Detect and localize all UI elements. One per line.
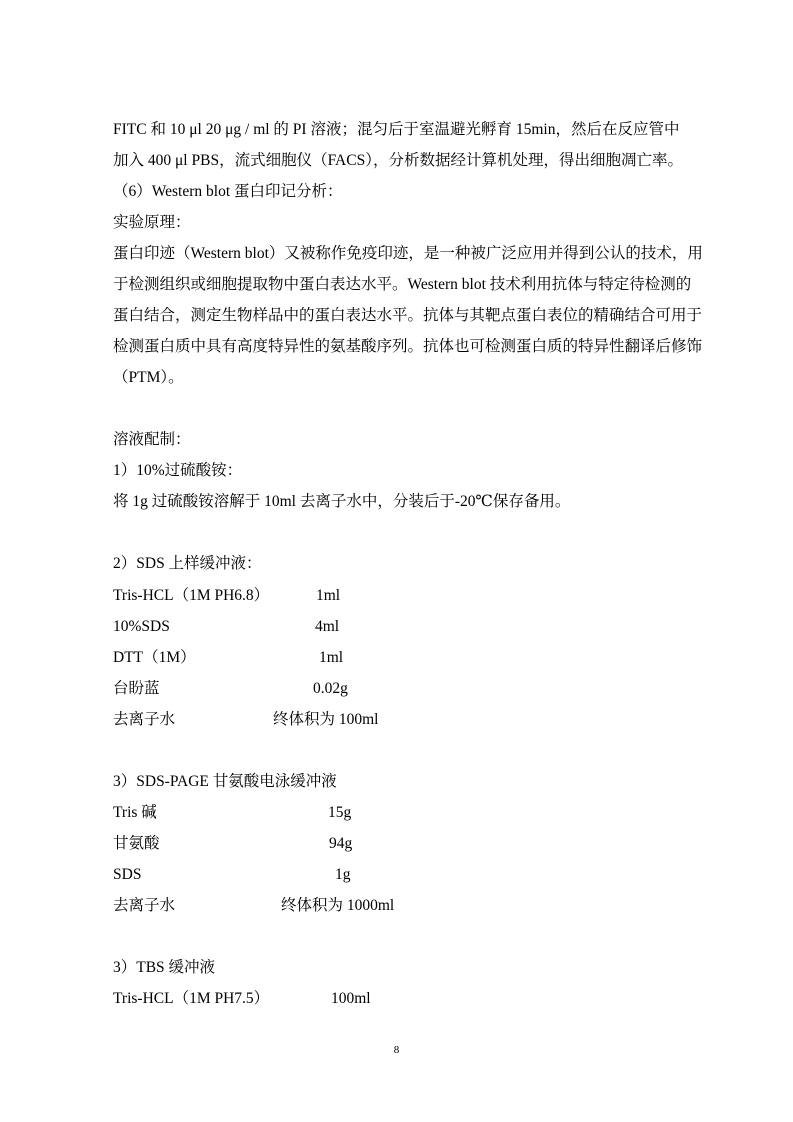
reagent-amount: 终体积为 1000ml	[281, 897, 395, 914]
reagent-name: Tris-HCL（1M PH7.5）	[113, 990, 270, 1007]
reagent-amount: 1ml	[316, 587, 341, 604]
reagent-amount: 4ml	[315, 618, 340, 635]
reagent-name: DTT（1M）	[113, 649, 196, 666]
item-title: 1）10%过硫酸铵：	[113, 462, 243, 479]
principle-line: （PTM）。	[113, 369, 184, 386]
reagent-amount: 94g	[329, 835, 353, 852]
principle-line: 蛋白印迹（Western blot）又被称作免疫印迹，是一种被广泛应用并得到公认的技术，用	[113, 245, 703, 262]
reagent-amount: 终体积为 100ml	[273, 711, 379, 728]
paragraph-line: FITC 和 10 μl 20 μg / ml 的 PI 溶液；混匀后于室温避光孵育 15min，然后在反应管中	[113, 121, 680, 138]
reagent-amount: 100ml	[331, 990, 371, 1007]
section-heading: （6）Western blot 蛋白印记分析：	[113, 183, 343, 200]
reagent-amount: 1g	[335, 866, 351, 883]
reagent-name: Tris 碱	[113, 804, 157, 821]
reagent-amount: 15g	[328, 804, 352, 821]
reagent-name: 台盼蓝	[113, 680, 160, 697]
item-title: 3）TBS 缓冲液	[113, 959, 216, 976]
reagent-name: 去离子水	[113, 897, 176, 914]
principle-label: 实验原理：	[113, 214, 191, 231]
page-number: 8	[393, 1044, 400, 1056]
reagent-amount: 1ml	[319, 649, 344, 666]
item-text: 将 1g 过硫酸铵溶解于 10ml 去离子水中，分装后于-20℃保存备用。	[113, 493, 571, 510]
reagent-name: 10%SDS	[113, 618, 170, 635]
reagent-name: 甘氨酸	[113, 835, 160, 852]
paragraph-line: 加入 400 μl PBS，流式细胞仪（FACS），分析数据经计算机处理，得出细胞凋亡率。	[113, 152, 683, 169]
reagent-name: SDS	[113, 866, 142, 883]
reagent-name: Tris-HCL（1M PH6.8）	[113, 587, 270, 604]
reagent-amount: 0.02g	[313, 680, 348, 697]
prep-label: 溶液配制：	[113, 431, 191, 448]
reagent-name: 去离子水	[113, 711, 176, 728]
item-title: 3）SDS-PAGE 甘氨酸电泳缓冲液	[113, 773, 337, 790]
principle-line: 检测蛋白质中具有高度特异性的氨基酸序列。抗体也可检测蛋白质的特异性翻译后修饰	[113, 338, 703, 355]
principle-line: 蛋白结合，测定生物样品中的蛋白表达水平。抗体与其靶点蛋白表位的精确结合可用于	[113, 307, 703, 324]
principle-line: 于检测组织或细胞提取物中蛋白表达水平。Western blot 技术利用抗体与特定待检测的	[113, 276, 692, 293]
item-title: 2）SDS 上样缓冲液：	[113, 555, 262, 572]
